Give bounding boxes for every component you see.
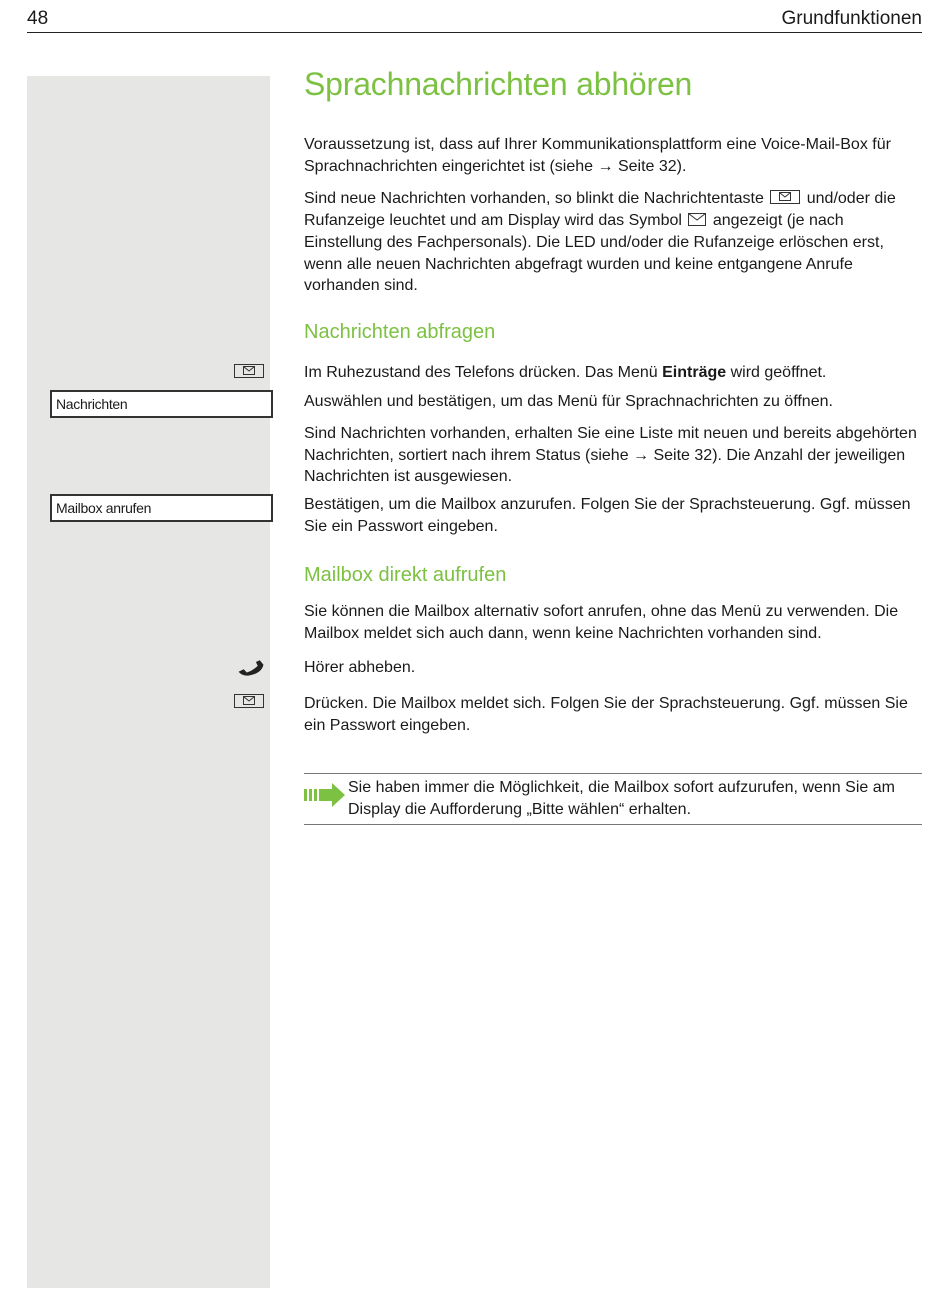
step-call-mailbox: Bestätigen, um die Mailbox anzurufen. Folgen Sie der Sprachsteuerung. Ggf. müssen Sie ein Passwort eingeben. — [304, 496, 911, 535]
intro-paragraph-1: Voraussetzung ist, dass auf Ihrer Kommunikationsplattform eine Voice-Mail-Box für Sprachnachrichten eingerichtet ist (siehe → Seite 32). — [304, 136, 891, 175]
section-heading-query: Nachrichten abfragen — [304, 321, 496, 343]
note-box — [304, 773, 922, 825]
message-key-icon[interactable] — [234, 694, 264, 708]
handset-icon — [238, 656, 266, 683]
message-key-icon[interactable] — [234, 364, 264, 378]
display-option-mailbox-anrufen[interactable]: Mailbox anrufen — [50, 494, 273, 522]
page-title: Sprachnachrichten abhören — [304, 66, 693, 102]
menu-name-entries: Einträge — [662, 364, 727, 381]
note-arrow-icon — [304, 782, 346, 813]
step-press-mailbox: Drücken. Die Mailbox meldet sich. Folgen Sie der Sprachsteuerung. Ggf. müssen Sie ein Passwort eingeben. — [304, 695, 908, 734]
section-title: Grundfunktionen — [781, 8, 922, 29]
page-header — [27, 6, 922, 33]
step1-text-a: Im Ruhezustand des Telefons drücken. Das Menü — [304, 364, 663, 381]
page-number: 48 — [27, 8, 49, 29]
step1-text-b: wird geöffnet. — [726, 364, 827, 381]
intro-p2-part-a: Sind neue Nachrichten vorhanden, so blinkt die Nachrichtentaste — [304, 190, 764, 207]
envelope-icon — [688, 211, 706, 233]
display-option-nachrichten[interactable]: Nachrichten — [50, 390, 273, 418]
step-select-confirm: Auswählen und bestätigen, um das Menü für Sprachnachrichten zu öffnen. — [304, 393, 833, 410]
intro-p2-part-b: und/oder die Rufanzeige leuchtet und am Display wird das Symbol — [304, 190, 896, 229]
step-message-list: Sind Nachrichten vorhanden, erhalten Sie eine Liste mit neuen und bereits abgehörten Nachrichten, sortiert nach ihrem Status (siehe → Seite 32). Die Anzahl der jeweiligen Nachrichten ist ausgewiesen. — [304, 425, 917, 485]
sidebar-column — [27, 76, 270, 1288]
step-lift-handset: Hörer abheben. — [304, 659, 416, 676]
section-heading-direct: Mailbox direkt aufrufen — [304, 564, 507, 586]
direct-intro-paragraph: Sie können die Mailbox alternativ sofort anrufen, ohne das Menü zu verwenden. Die Mailbox meldet sich auch dann, wenn keine Nachrichten vorhanden sind. — [304, 603, 899, 642]
step-idle-press — [304, 362, 922, 384]
intro-paragraph-2 — [304, 188, 922, 297]
message-key-icon — [770, 190, 800, 204]
intro-p2-part-c: angezeigt (je nach Einstellung des Fachpersonals). Die LED und/oder die Rufanzeige erlöschen erst, wenn alle neuen Nachrichten abgefragt wurden und keine entgangene Anrufe vorhanden sind. — [304, 211, 884, 294]
note-text: Sie haben immer die Möglichkeit, die Mailbox sofort aufzurufen, wenn Sie am Display die Aufforderung „Bitte wählen“ erhalten. — [348, 779, 895, 818]
